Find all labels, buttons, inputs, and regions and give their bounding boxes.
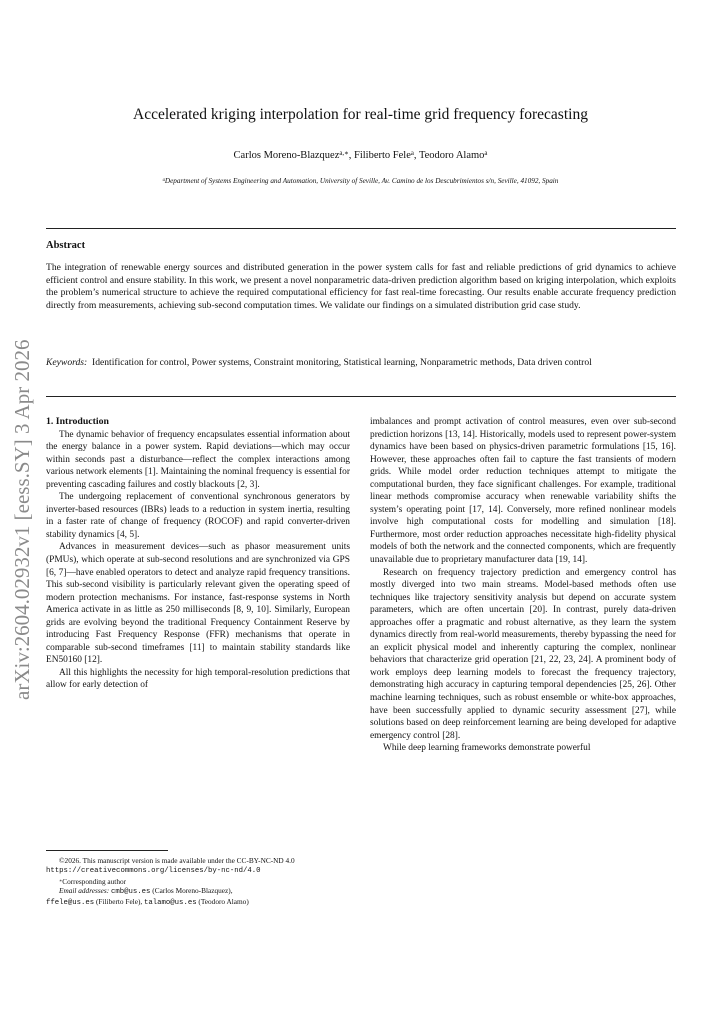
author-1-affil: a,∗ bbox=[339, 149, 349, 157]
email-name-2: (Filiberto Fele), bbox=[94, 897, 145, 907]
paragraph: imbalances and prompt activation of control measures, even over sub-second prediction horizons [13, 14]. Historically, models used to represent power-system dynamics have been based on physics-driven parametric formulations [15, 16]. However, these approaches often fail to capture the fast transients of modern grids. While model order reduction techniques attempt to mitigate the computational burden, they face significant challenges. For example, traditional linear methods compromise accuracy when renewable variability shifts the system’s operating point [17, 14]. Conversely, more refined nonlinear models involve high computational costs for modelling and simulation [18]. Furthermore, most order reduction approaches necessitate high-fidelity physical models of both the network and the connected components, which are frequently unavailable due to proprietary manufacturer data [19, 14]. bbox=[370, 417, 676, 566]
keywords-text: Identification for control, Power systems, Constraint monitoring, Statistical learning, Nonparametric methods, Data driven control bbox=[92, 357, 592, 368]
license-link[interactable]: https://creativecommons.org/licenses/by-nc-nd/4.0 bbox=[46, 867, 261, 876]
paragraph: While deep learning frameworks demonstrate powerful bbox=[383, 743, 591, 754]
email-link-3[interactable]: talamo@us.es bbox=[144, 899, 197, 908]
top-rule bbox=[46, 228, 676, 229]
paragraph: The dynamic behavior of frequency encapsulates essential information about the energy balance in a power system. Rapid deviations—which may occur within seconds past a disturbance—reflect the complex interactions among various network elements [1]. Maintaining the nominal frequency is essential for preventing cascading failures and costly blackouts [2, 3]. bbox=[46, 429, 350, 490]
footnotes bbox=[46, 856, 350, 908]
abstract-text: The integration of renewable energy sources and distributed generation in the power system calls for fast and reliable predictions of grid dynamics to achieve efficient control and ensure stability. In this work, we present a novel nonparametric data-driven prediction algorithm based on kriging interpolation, which exploits the problem’s numerical structure to achieve the required computational efficiency for fast real-time forecasting. Our results enable accurate frequency prediction directly from measurements, achieving sub-second computation times. We validate our findings on a simulated distribution grid case study. bbox=[46, 262, 676, 311]
bottom-rule bbox=[46, 396, 676, 397]
affiliation bbox=[0, 177, 721, 185]
keywords bbox=[46, 357, 676, 370]
arxiv-stamp bbox=[6, 300, 36, 700]
author-3-affil: a bbox=[484, 149, 488, 157]
affiliation-mark: a bbox=[162, 177, 165, 183]
arxiv-stamp-text: arXiv:2604.02932v1 [eess.SY] 3 Apr 2026 bbox=[10, 339, 34, 700]
right-column bbox=[370, 416, 676, 755]
paper-title: Accelerated kriging interpolation for real-time grid frequency forecasting bbox=[133, 106, 588, 123]
email-name-3: (Teodoro Alamo) bbox=[196, 897, 249, 907]
email-note bbox=[46, 886, 350, 897]
paragraph: Advances in measurement devices—such as phasor measurement units (PMUs), which operate at sub-second resolutions and are synchronized via GPS [6, 7]—have enabled operators to detect and analyze rapid frequency transitions. This sub-second visibility is particularly relevant given the operating speed of modern protection mechanisms. For instance, fast-response systems in North America activate in as little as 250 milliseconds [8, 9, 10]. Similarly, European grids are evolving beyond the traditional Frequency Containment Reserve by introducing Fast Frequency Response (FFR) mechanisms that operate in comparable sub-second timeframes [11] to maintain stability standards like EN50160 [12]. bbox=[46, 542, 350, 666]
author-list bbox=[0, 150, 721, 161]
footnote-rule bbox=[46, 850, 168, 851]
license-note bbox=[46, 856, 350, 877]
corresponding-note bbox=[46, 877, 350, 886]
section-heading: 1. Introduction bbox=[46, 416, 109, 427]
abstract-heading: Abstract bbox=[46, 240, 86, 251]
author-1: Carlos Moreno-Blazquez bbox=[233, 150, 340, 161]
author-2: , Filiberto Fele bbox=[348, 150, 411, 161]
email-name-1: (Carlos Moreno-Blazquez), bbox=[150, 885, 233, 895]
author-3: , Teodoro Alamo bbox=[413, 150, 485, 161]
paragraph: All this highlights the necessity for high temporal-resolution predictions that allow for early detection of bbox=[46, 667, 350, 691]
email-link-1[interactable]: cmb@us.es bbox=[111, 887, 151, 896]
corresponding-text: Corresponding author bbox=[62, 876, 127, 886]
left-column bbox=[46, 416, 350, 692]
paragraph: The undergoing replacement of conventional synchronous generators by inverter-based resources (IBRs) leads to a reduction in system inertia, resulting in a faster rate of change of frequency (ROCOF) and rapid converter-driven stability dynamics [4, 5]. bbox=[46, 492, 350, 540]
paragraph: Research on frequency trajectory prediction and emergency control has mostly diverged into two main streams. Model-based methods often use techniques like trajectory sensitivity analysis but depend on accurate system parameters, which are often uncertain [20]. In contrast, purely data-driven approaches offer a pragmatic and robust alternative, as they learn the system dynamics directly from real-world measurements, thereby bypassing the need for an explicit physical model and inherently capturing the complex, nonlinear behaviors that characterize grid operation [21, 22, 23, 24]. A prominent body of work employs deep learning models to forecast the frequency trajectory, demonstrating high accuracy in capturing temporal dependencies [25, 26]. Other machine learning techniques, such as robust ensemble or white-box approaches, have been successfully applied to dynamic security assessment [27], while solutions based on deep reinforcement learning are being developed for adaptive emergency control [28]. bbox=[370, 567, 676, 741]
keywords-label: Keywords: bbox=[46, 357, 88, 368]
license-text: ©2026. This manuscript version is made available under the CC-BY-NC-ND 4.0 bbox=[59, 856, 295, 865]
author-2-affil: a bbox=[410, 149, 414, 157]
corresponding-mark: ∗ bbox=[59, 878, 63, 884]
email-label: Email addresses: bbox=[59, 885, 110, 895]
email-note-continued bbox=[46, 897, 350, 908]
email-link-2[interactable]: ffele@us.es bbox=[46, 899, 95, 908]
affiliation-text: Department of Systems Engineering and Automation, University of Seville, Av. Camino de los Descubrimientos s/n, Seville, 41092, Spain bbox=[164, 177, 559, 185]
